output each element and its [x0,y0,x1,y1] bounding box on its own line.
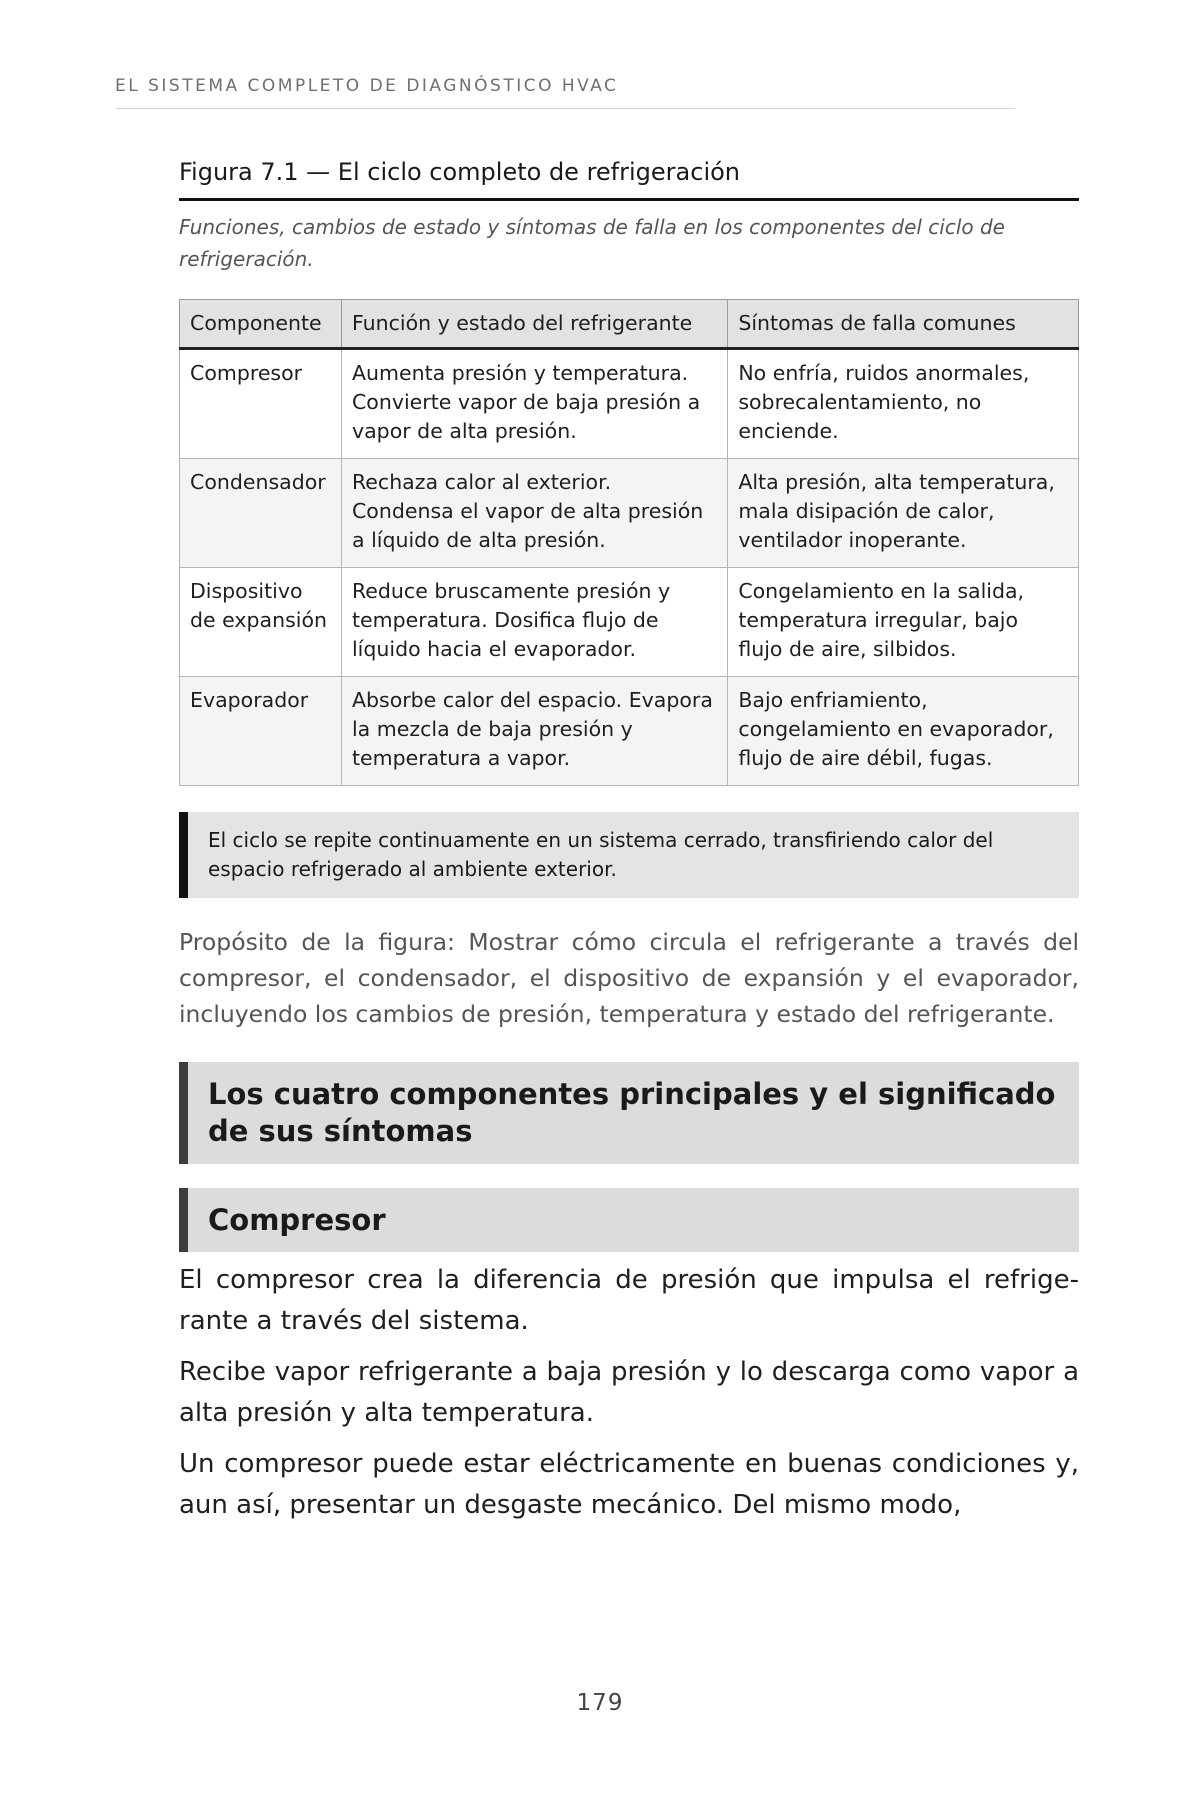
table-cell-component: Evaporador [180,677,342,786]
figure-note: El ciclo se repite continuamente en un sistema cerrado, transfiriendo calor del espacio refrigerado al ambiente exterior. [179,812,1079,898]
table-row [180,349,1079,459]
subsection-heading: Compresor [179,1188,1079,1252]
table-cell-symptoms: Alta presión, alta temperatura, mala disipación de calor, ventilador inoperante. [728,459,1079,568]
table-cell-component: Condensador [180,459,342,568]
page-content [179,158,1079,1526]
table-header-row [180,300,1079,349]
body-paragraph: Recibe vapor refrigerante a baja presión y lo descarga como vapor a alta presión y alta temperatura. [179,1357,1079,1428]
figure-title: Figura 7.1 — El ciclo completo de refrigeración [179,158,1079,201]
table-cell-function: Aumenta presión y temperatura. Convierte vapor de baja presión a vapor de alta presión. [341,349,727,459]
body-paragraph: Un compresor puede estar eléctricamente en buenas condiciones y, aun así, presentar un desgaste mecánico. Del mismo modo, [179,1449,1079,1520]
table-cell-function: Rechaza calor al exterior. Condensa el vapor de alta presión a líquido de alta presión. [341,459,727,568]
column-header-function: Función y estado del refrigerante [341,300,727,349]
refrigeration-cycle-table [179,299,1079,786]
body-paragraph: El compresor crea la diferencia de presión que impulsa el refrigerante a través del sistema. [179,1265,1079,1336]
figure-purpose: Propósito de la figura: Mostrar cómo circula el refrigerante a través del compresor, el condensador, el dispositivo de expansión y el evaporador, incluyendo los cambios de presión, temperatura y estado del refrigerante. [179,928,1079,1028]
table-cell-function: Reduce bruscamente presión y temperatura. Dosifica flujo de líquido hacia el evaporador. [341,568,727,677]
table-cell-component: Dispositivo de expansión [180,568,342,677]
table-cell-symptoms: Bajo enfriamiento, congelamiento en evaporador, flujo de aire débil, fugas. [728,677,1079,786]
table-row [180,677,1079,786]
table-row [180,459,1079,568]
page-number: 179 [576,1690,624,1716]
running-head: EL SISTEMA COMPLETO DE DIAGNÓSTICO HVAC [115,76,1015,109]
table-row [180,568,1079,677]
table-cell-symptoms: Congelamiento en la salida, temperatura irregular, bajo flujo de aire, silbidos. [728,568,1079,677]
figure-caption: Funciones, cambios de estado y síntomas de falla en los componentes del ciclo de refrigeración. [179,215,1005,271]
table-cell-component: Compresor [180,349,342,459]
table-cell-function: Absorbe calor del espacio. Evapora la mezcla de baja presión y temperatura a vapor. [341,677,727,786]
table-cell-symptoms: No enfría, ruidos anormales, sobrecalentamiento, no enciende. [728,349,1079,459]
column-header-symptoms: Síntomas de falla comunes [728,300,1079,349]
column-header-component: Componente [180,300,342,349]
section-heading: Los cuatro componentes principales y el significado de sus síntomas [179,1062,1079,1164]
